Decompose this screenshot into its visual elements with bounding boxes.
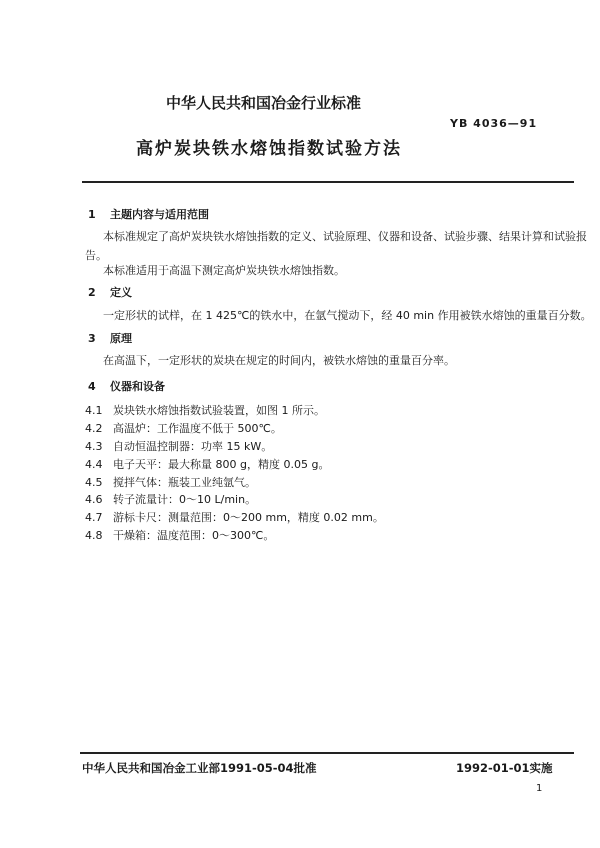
- effective-date: 1992-01-01实施: [456, 761, 553, 775]
- list-item: 4.8 干燥箱：温度范围：0～300℃。: [85, 529, 275, 542]
- footer-rule: [80, 752, 574, 754]
- list-item: 4.6 转子流量计：0～10 L/min。: [85, 493, 257, 506]
- paragraph: 告。: [85, 249, 107, 262]
- section-3-heading: 3 原理: [88, 332, 132, 345]
- standard-code: YB 4036—91: [450, 117, 538, 130]
- document-title: 高炉炭块铁水熔蚀指数试验方法: [136, 139, 402, 159]
- list-item: 4.3 自动恒温控制器：功率 15 kW。: [85, 440, 273, 453]
- list-item: 4.5 搅拌气体：瓶装工业纯氩气。: [85, 476, 256, 489]
- paragraph: 在高温下，一定形状的炭块在规定的时间内，被铁水熔蚀的重量百分率。: [103, 354, 455, 367]
- section-4-heading: 4 仪器和设备: [88, 380, 165, 393]
- paragraph: 本标准适用于高温下测定高炉炭块铁水熔蚀指数。: [103, 264, 345, 277]
- section-1-heading: 1 主题内容与适用范围: [88, 208, 209, 221]
- list-item: 4.7 游标卡尺：测量范围：0～200 mm，精度 0.02 mm。: [85, 511, 384, 524]
- header-rule: [82, 181, 574, 183]
- issuer-heading: 中华人民共和国冶金行业标准: [166, 94, 362, 112]
- list-item: 4.2 高温炉：工作温度不低于 500℃。: [85, 422, 282, 435]
- list-item: 4.4 电子天平：最大称量 800 g，精度 0.05 g。: [85, 458, 330, 471]
- approval-note: 中华人民共和国冶金工业部1991-05-04批准: [82, 761, 317, 775]
- paragraph: 一定形状的试样，在 1 425℃的铁水中，在氩气搅动下，经 40 min 作用被铁水熔蚀的重量百分数。: [103, 309, 592, 322]
- page-number: 1: [536, 783, 543, 794]
- section-2-heading: 2 定义: [88, 286, 132, 299]
- paragraph: 本标准规定了高炉炭块铁水熔蚀指数的定义、试验原理、仪器和设备、试验步骤、结果计算和试验报: [103, 230, 587, 243]
- list-item: 4.1 炭块铁水熔蚀指数试验装置，如图 1 所示。: [85, 404, 325, 417]
